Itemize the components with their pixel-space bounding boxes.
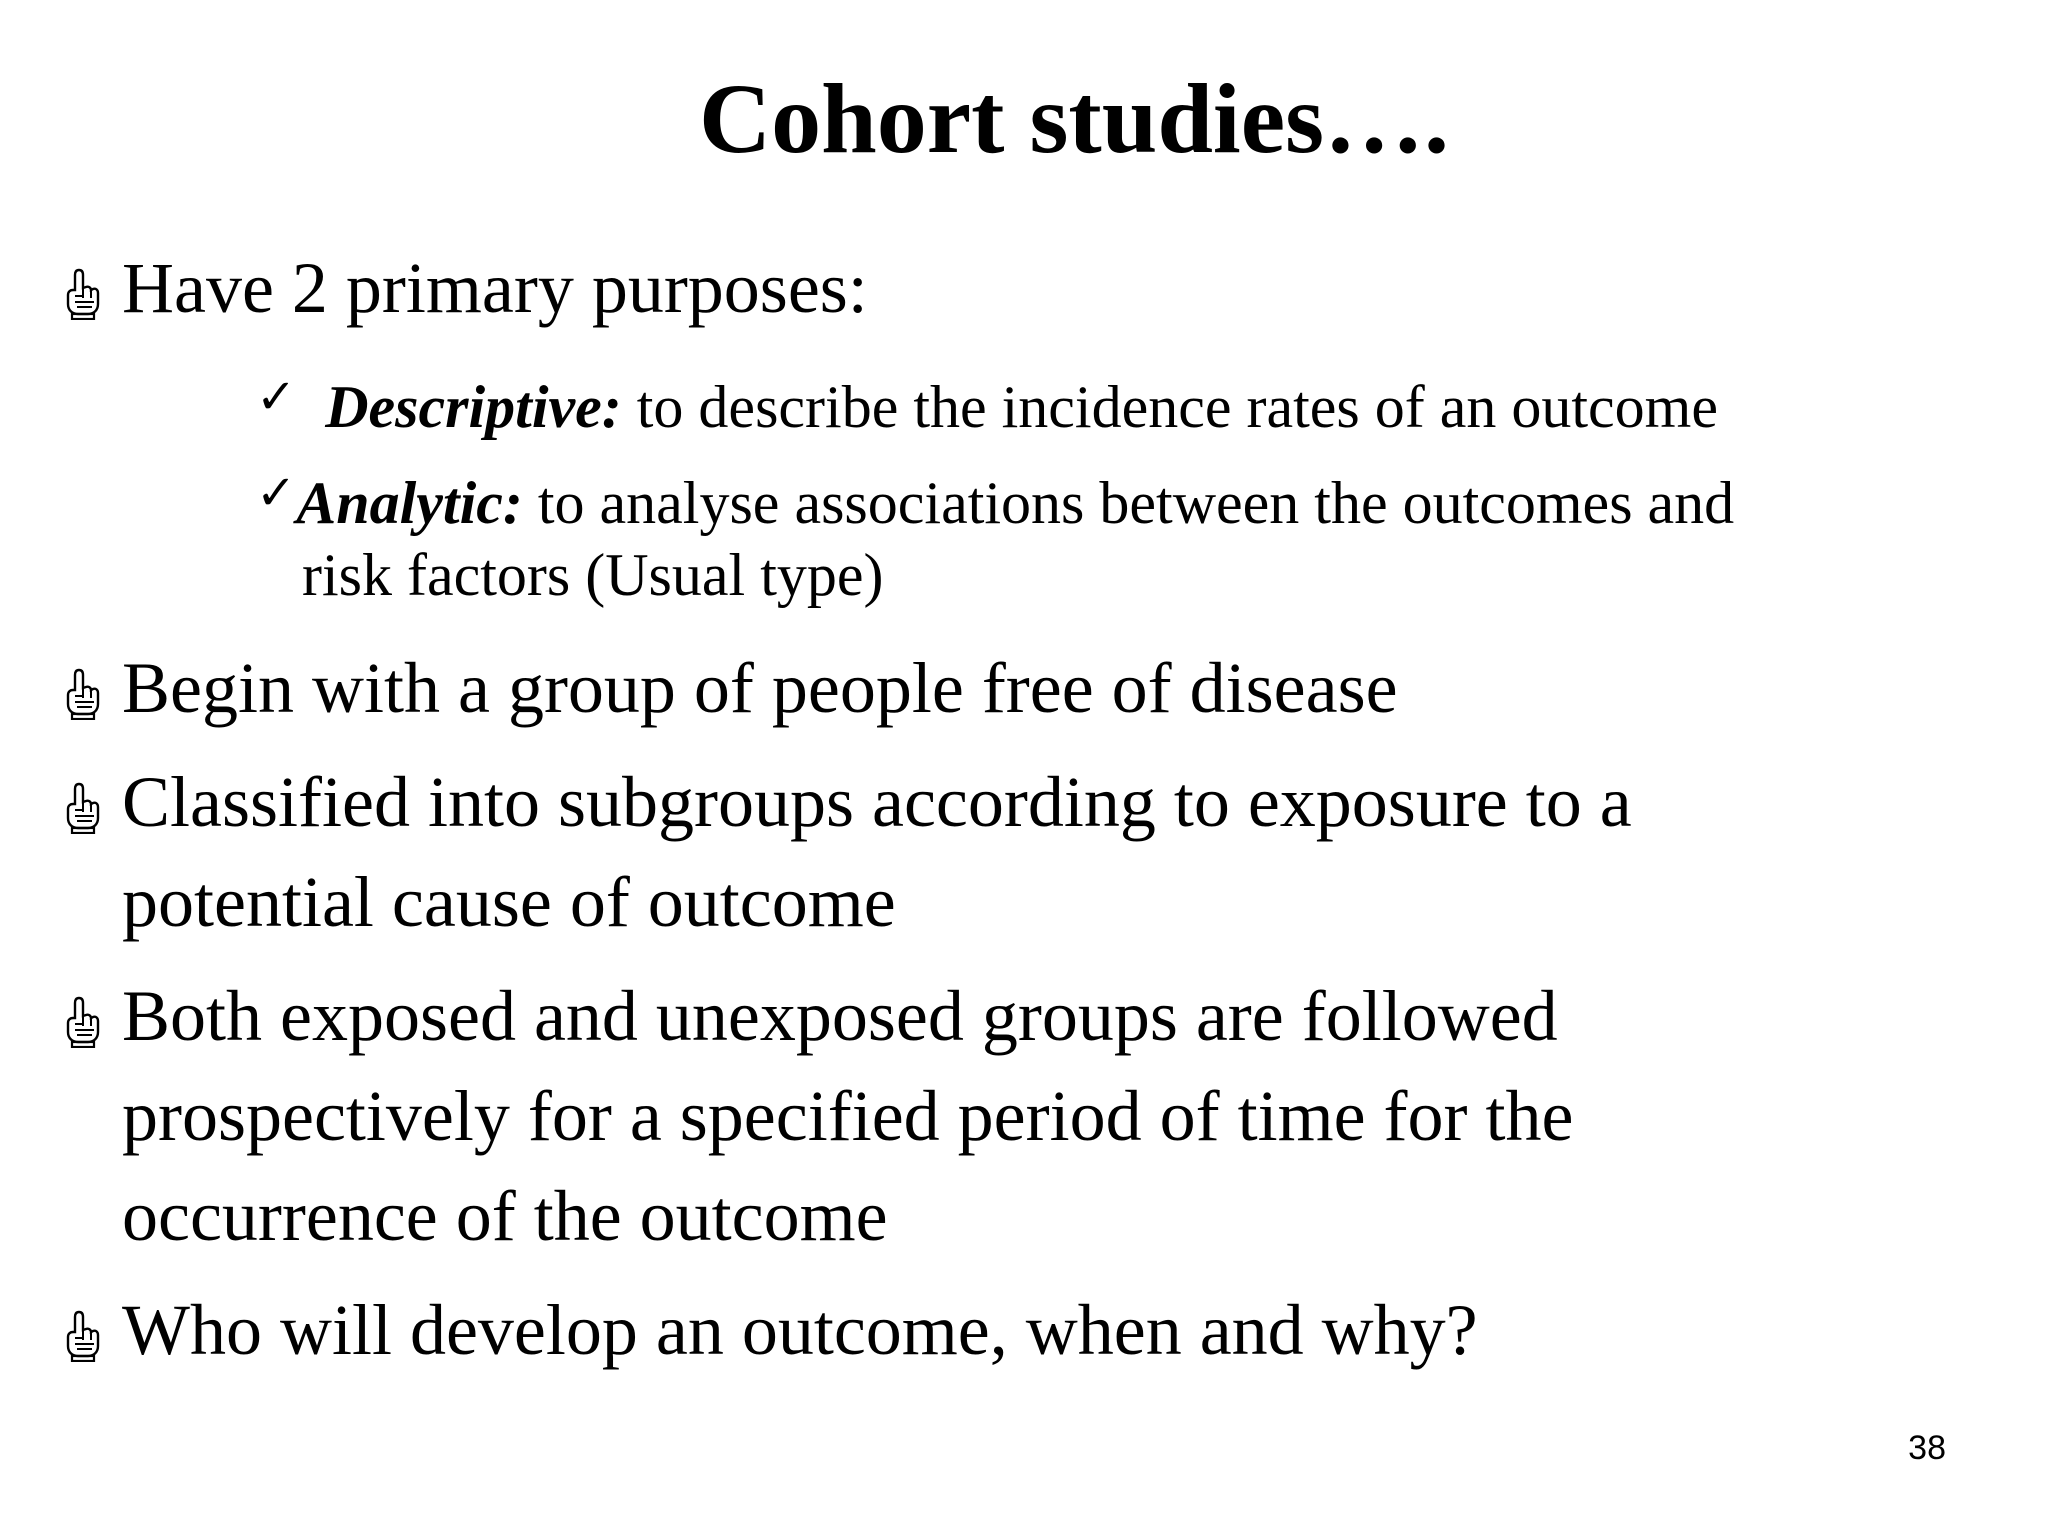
page-number: 38: [1908, 1429, 1946, 1467]
sub-item-text: to describe the incidence rates of an outcome: [636, 374, 1718, 440]
pointing-finger-icon: [64, 668, 100, 720]
pointing-finger-icon: [64, 782, 100, 834]
bullet-text: Have 2 primary purposes:: [122, 248, 868, 328]
bullet-text: Who will develop an outcome, when and why?: [122, 1290, 1478, 1370]
pointing-finger-icon: [64, 996, 100, 1048]
bullet-line: Classified into subgroups according to exposure to a: [122, 762, 1632, 842]
bullet-text: Begin with a group of people free of disease: [122, 648, 1398, 728]
sub-item-term: Analytic:: [296, 470, 523, 536]
sub-item: [256, 452, 1734, 544]
bullet-text: [122, 752, 2022, 952]
pointing-finger-icon: [64, 268, 100, 320]
sub-item-text: to analyse associations between the outcomes and: [537, 470, 1735, 536]
checkmark-icon: ✓: [256, 465, 297, 521]
bullet-line: prospectively for a specified period of time for the: [122, 1076, 1574, 1156]
checkmark-icon: ✓: [256, 369, 297, 425]
bullet-text: [122, 966, 2022, 1266]
sub-item-term: Descriptive:: [325, 374, 622, 440]
bullet-line: Both exposed and unexposed groups are followed: [122, 976, 1558, 1056]
slide-title: Cohort studies….: [698, 63, 1450, 174]
sub-item: [256, 356, 1718, 448]
bullet-line: potential cause of outcome: [122, 862, 896, 942]
pointing-finger-icon: [64, 1310, 100, 1362]
sub-item-continuation: risk factors (Usual type): [302, 542, 884, 608]
bullet-line: occurrence of the outcome: [122, 1176, 888, 1256]
